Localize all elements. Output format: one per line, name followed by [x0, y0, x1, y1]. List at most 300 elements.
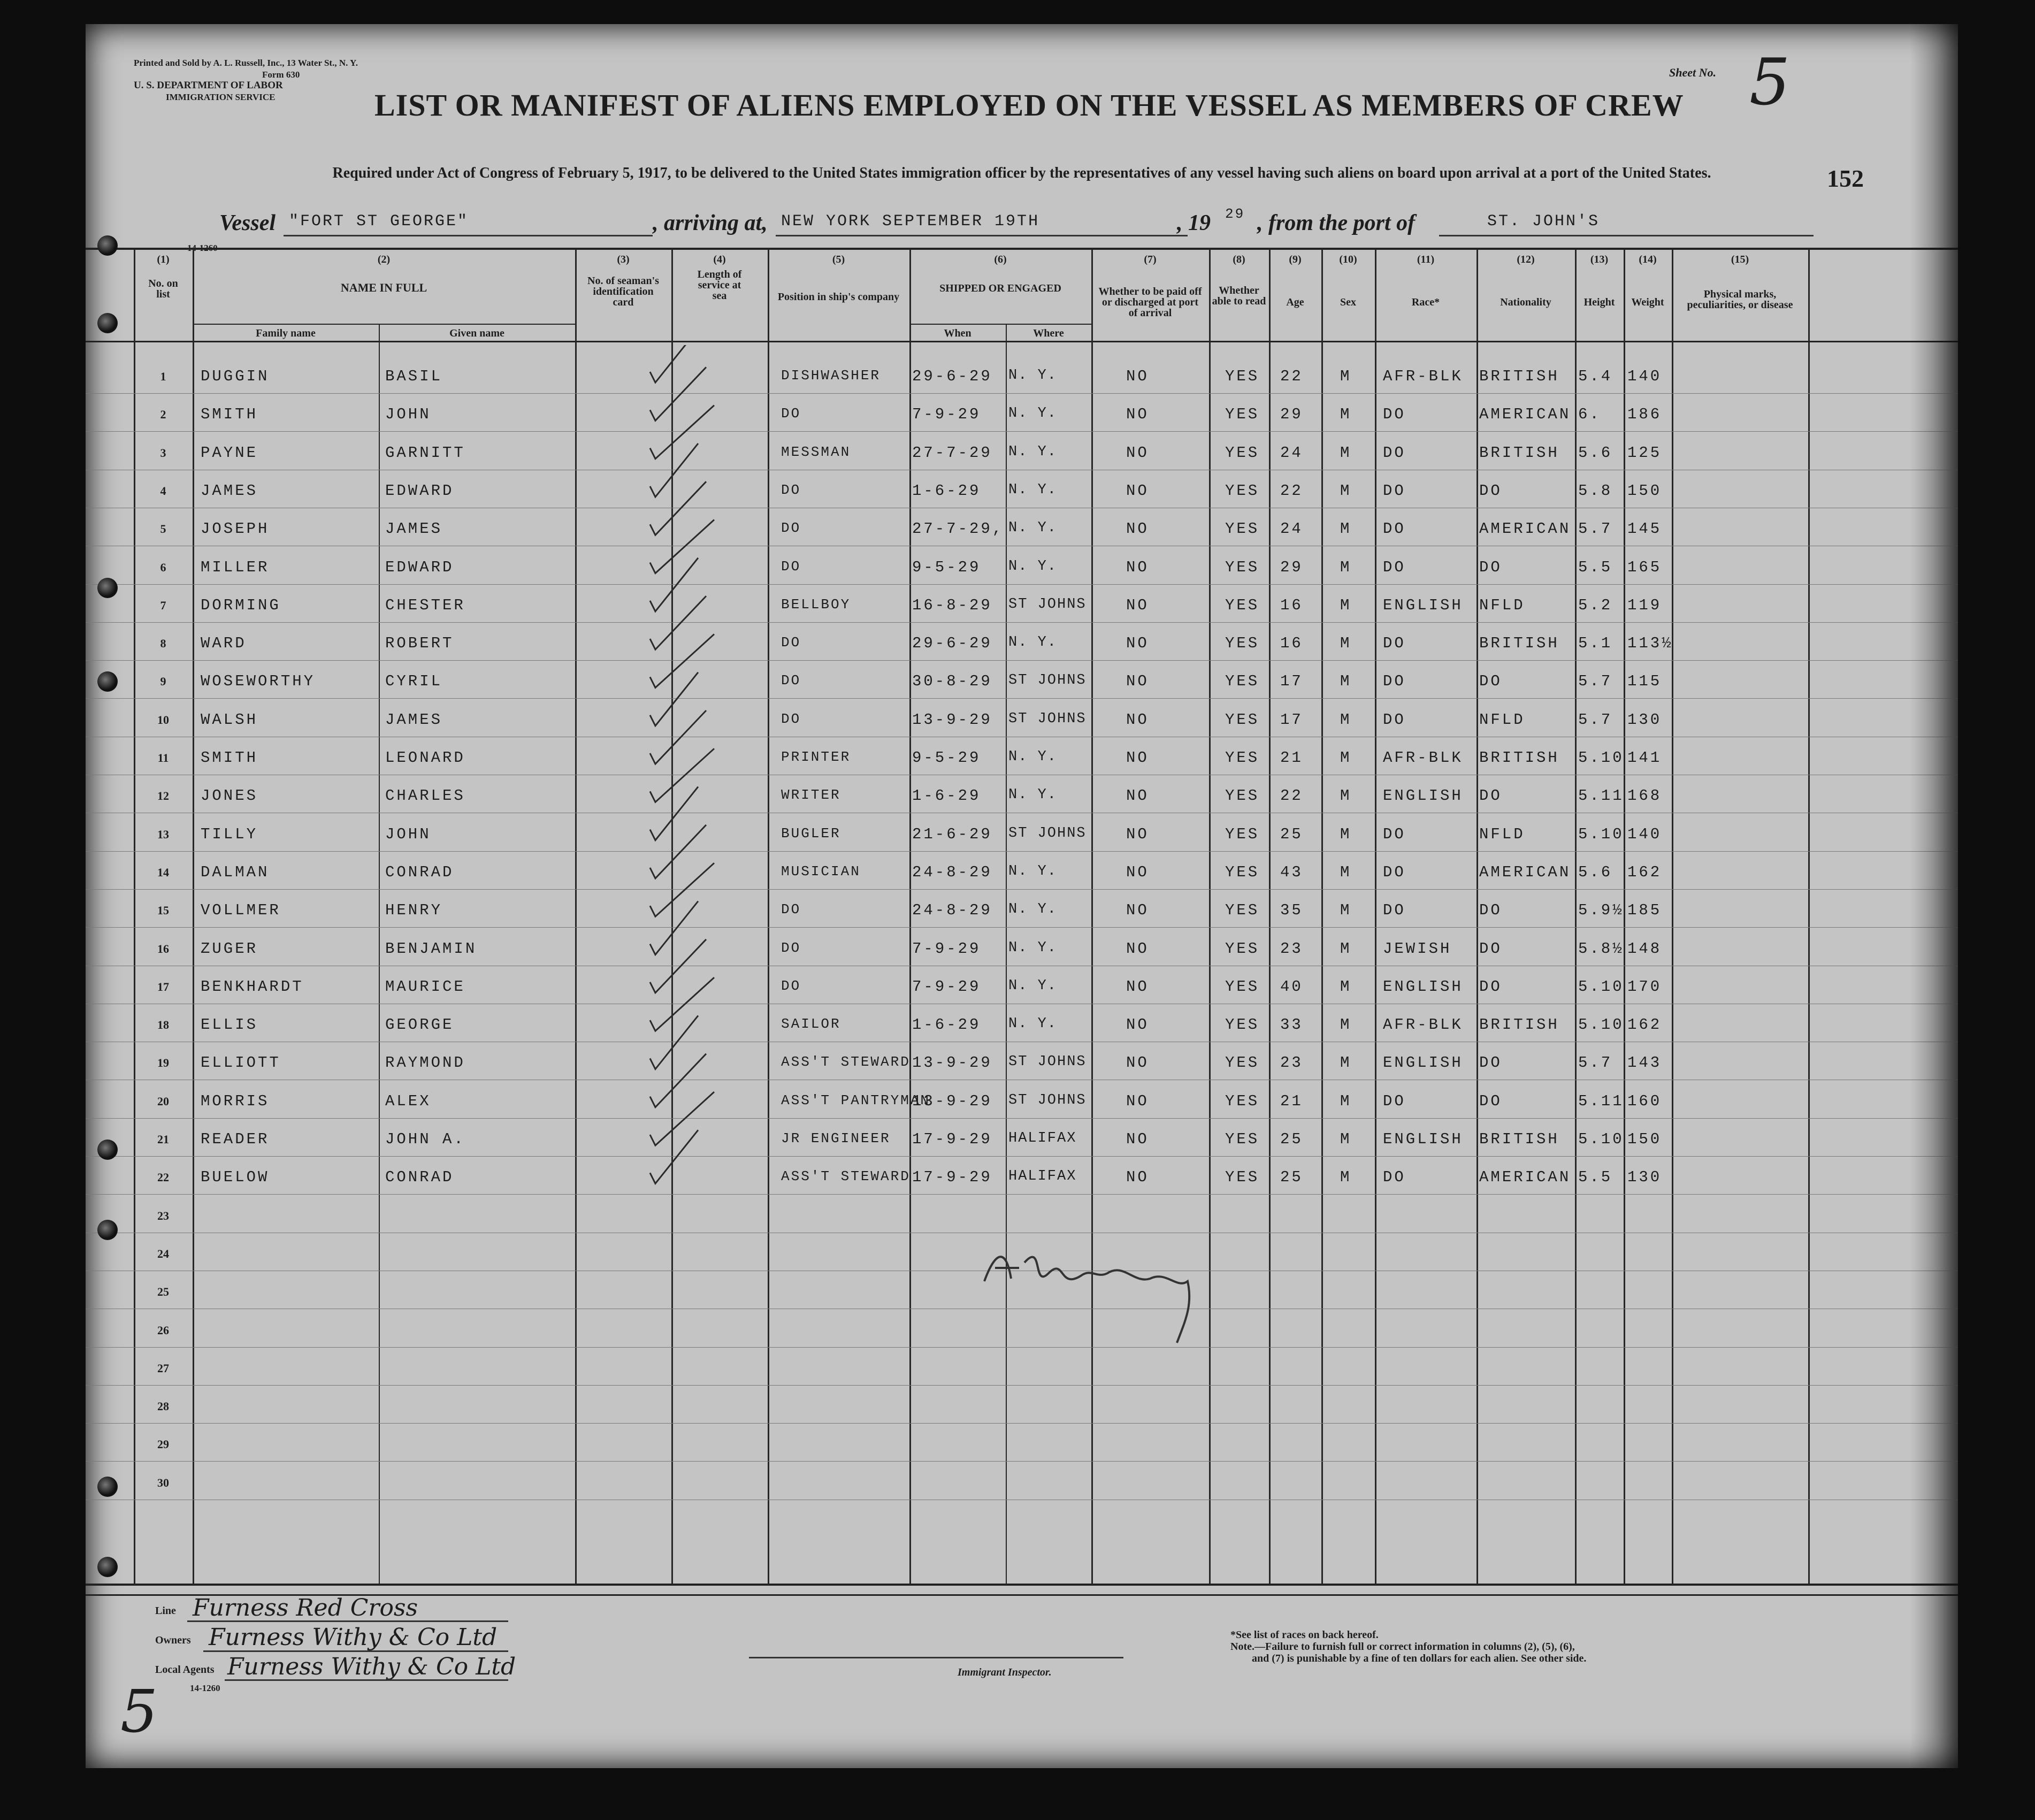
cell-given-name: JOHN [385, 406, 431, 424]
cell-age: 40 [1280, 977, 1303, 996]
cell-weight: 141 [1627, 749, 1662, 767]
cell-shipped-where: N. Y. [1008, 1016, 1058, 1033]
cell-family-name: TILLY [201, 825, 258, 843]
cell-height: 5.10 [1578, 977, 1624, 996]
cell-able-to-read: YES [1225, 710, 1260, 729]
cell-shipped-where: ST JOHNS [1008, 825, 1087, 842]
cell-able-to-read: YES [1225, 749, 1260, 767]
row-rule [86, 851, 1958, 852]
cell-given-name: EDWARD [385, 558, 454, 576]
cell-height: 5.5 [1578, 1168, 1613, 1187]
cell-given-name: JAMES [385, 710, 443, 729]
department-name: U. S. DEPARTMENT OF LABOR [134, 80, 283, 91]
table-bottom-rule [86, 1584, 1958, 1586]
row-number: 23 [157, 1209, 169, 1222]
cell-shipped-when: 13-9-29 [912, 1054, 992, 1072]
cell-family-name: WALSH [201, 710, 258, 729]
col-rule [1269, 249, 1271, 1585]
cell-age: 16 [1280, 596, 1303, 614]
year-suffix: 29 [1225, 206, 1245, 222]
row-number: 28 [157, 1400, 169, 1413]
cell-shipped-when: 16-8-29 [912, 596, 992, 614]
cell-shipped-where: ST JOHNS [1008, 1054, 1087, 1070]
cell-race: DO [1383, 672, 1406, 691]
cell-sex: M [1340, 939, 1352, 958]
manifest-sheet [86, 24, 1958, 1768]
cell-weight: 115 [1627, 672, 1662, 691]
cell-weight: 130 [1627, 1168, 1662, 1187]
cell-race: JEWISH [1383, 939, 1452, 958]
cell-able-to-read: YES [1225, 443, 1260, 462]
cell-height: 5.4 [1578, 368, 1613, 385]
cell-paid-off: NO [1126, 443, 1149, 462]
col-rule [1575, 249, 1577, 1585]
cell-able-to-read: YES [1225, 1092, 1260, 1110]
cell-able-to-read: YES [1225, 520, 1260, 538]
cell-paid-off: NO [1126, 406, 1149, 424]
cell-shipped-where: N. Y. [1008, 634, 1058, 651]
col5-header: Position in ship's company [777, 291, 900, 303]
cell-position: JR ENGINEER [781, 1130, 891, 1146]
cell-paid-off: NO [1126, 596, 1149, 614]
vessel-name: "FORT ST GEORGE" [289, 212, 469, 231]
col8-header: Whether able to read [1212, 285, 1266, 307]
cell-height: 5.7 [1578, 672, 1613, 691]
cell-paid-off: NO [1126, 1092, 1149, 1110]
cell-able-to-read: YES [1225, 1016, 1260, 1034]
year-prefix: , 19 [1177, 211, 1211, 235]
check-mark [650, 977, 714, 1031]
from-port: ST. JOHN'S [1487, 212, 1600, 231]
cell-nationality: AMERICAN [1479, 520, 1571, 538]
printer-line: Printed and Sold by A. L. Russell, Inc., 13 Water St., N. Y. [134, 58, 358, 68]
cell-weight: 140 [1627, 368, 1662, 385]
cell-given-name: JAMES [385, 520, 443, 538]
cell-given-name: JOHN [385, 825, 431, 843]
cell-height: 5.6 [1578, 443, 1613, 462]
row-rule [86, 584, 1958, 585]
cell-height: 5.10 [1578, 1130, 1624, 1148]
cell-shipped-when: 1-6-29 [912, 787, 981, 805]
row-number: 7 [160, 598, 166, 612]
cell-sex: M [1340, 710, 1352, 729]
cell-height: 5.10 [1578, 825, 1624, 843]
cell-weight: 130 [1627, 710, 1662, 729]
cell-given-name: HENRY [385, 901, 443, 920]
cell-race: DO [1383, 710, 1406, 729]
cell-position: DISHWASHER [781, 368, 881, 384]
punch-hole [97, 1557, 118, 1577]
cell-height: 5.7 [1578, 520, 1613, 538]
cell-nationality: DO [1479, 1092, 1502, 1110]
cell-position: DO [781, 406, 801, 422]
row-number: 19 [157, 1056, 169, 1070]
cell-shipped-where: N. Y. [1008, 481, 1058, 498]
inspector-label: Immigrant Inspector. [958, 1666, 1052, 1678]
row-rule [86, 660, 1958, 661]
cell-family-name: DORMING [201, 596, 281, 614]
cell-shipped-where: N. Y. [1008, 749, 1058, 765]
cell-weight: 186 [1627, 406, 1662, 424]
cell-race: DO [1383, 558, 1406, 576]
vessel-underline [284, 234, 653, 236]
cell-given-name: CHESTER [385, 596, 465, 614]
row-number: 29 [157, 1437, 169, 1451]
cell-age: 29 [1280, 406, 1303, 424]
shipped-subheader-rule [909, 324, 1091, 325]
cell-race: DO [1383, 1168, 1406, 1187]
cell-sex: M [1340, 443, 1352, 462]
cell-sex: M [1340, 1168, 1352, 1187]
col6b-header: Where [1033, 327, 1064, 339]
col11-header: Race* [1411, 296, 1440, 308]
cell-nationality: BRITISH [1479, 443, 1559, 462]
cell-sex: M [1340, 749, 1352, 767]
cell-paid-off: NO [1126, 558, 1149, 576]
cell-sex: M [1340, 1016, 1352, 1034]
cell-given-name: ROBERT [385, 634, 454, 653]
row-number: 20 [157, 1094, 169, 1108]
cell-weight: 165 [1627, 558, 1662, 576]
cell-given-name: MAURICE [385, 977, 465, 996]
row-number: 17 [157, 980, 169, 993]
cell-family-name: ELLIS [201, 1016, 258, 1034]
cell-age: 17 [1280, 672, 1303, 691]
cell-age: 25 [1280, 1130, 1303, 1148]
cell-nationality: NFLD [1479, 825, 1525, 843]
cell-given-name: CONRAD [385, 863, 454, 881]
cell-shipped-where: N. Y. [1008, 787, 1058, 804]
cell-given-name: LEONARD [385, 749, 465, 767]
cell-sex: M [1340, 977, 1352, 996]
row-number: 27 [157, 1361, 169, 1375]
cell-height: 5.11 [1578, 787, 1624, 805]
punch-hole [97, 235, 118, 256]
cell-shipped-where: N. Y. [1008, 520, 1058, 537]
cell-age: 35 [1280, 901, 1303, 920]
cell-sex: M [1340, 1130, 1352, 1148]
cell-nationality: DO [1479, 1054, 1502, 1072]
punch-hole [97, 671, 118, 692]
cell-given-name: BASIL [385, 368, 443, 385]
cell-age: 23 [1280, 939, 1303, 958]
cell-family-name: BUELOW [201, 1168, 270, 1187]
cell-family-name: MORRIS [201, 1092, 270, 1110]
cell-race: ENGLISH [1383, 1130, 1463, 1148]
col-rule [1091, 249, 1093, 1585]
cell-sex: M [1340, 1092, 1352, 1110]
page-title: LIST OR MANIFEST OF ALIENS EMPLOYED ON THE VESSEL AS MEMBERS OF CREW [374, 88, 1684, 123]
col4-header: Length of service at sea [697, 269, 742, 302]
col7-number: (7) [1144, 254, 1157, 265]
check-mark [650, 901, 698, 955]
cell-nationality: BRITISH [1479, 749, 1559, 767]
cell-family-name: SMITH [201, 749, 258, 767]
cell-height: 5.11 [1578, 1092, 1624, 1110]
col-rule [379, 324, 380, 1585]
cell-race: DO [1383, 520, 1406, 538]
owners-label: Owners [155, 1634, 191, 1646]
line-underline [187, 1619, 508, 1622]
cell-able-to-read: YES [1225, 596, 1260, 614]
cell-able-to-read: YES [1225, 901, 1260, 920]
col11-number: (11) [1417, 254, 1435, 265]
check-mark [650, 558, 698, 611]
row-rule [86, 1156, 1958, 1157]
cell-race: DO [1383, 443, 1406, 462]
check-mark [650, 1130, 698, 1183]
cell-shipped-when: 30-8-29 [912, 672, 992, 691]
form-code-bottom: 14-1260 [190, 1683, 220, 1693]
cell-family-name: PAYNE [201, 443, 258, 462]
cell-shipped-when: 21-6-29 [912, 825, 992, 843]
line-label: Line [155, 1605, 176, 1617]
agents-underline [225, 1678, 508, 1681]
cell-position: MUSICIAN [781, 863, 861, 880]
cell-sex: M [1340, 787, 1352, 805]
cell-given-name: RAYMOND [385, 1054, 465, 1072]
check-mark [650, 481, 706, 535]
cell-position: ASS'T PANTRYMAN [781, 1092, 931, 1108]
col14-number: (14) [1639, 254, 1657, 265]
row-rule [86, 698, 1958, 699]
cell-position: DO [781, 710, 801, 727]
check-mark [650, 443, 698, 497]
cell-sex: M [1340, 481, 1352, 500]
check-mark [650, 1015, 698, 1069]
cell-position: DO [781, 901, 801, 918]
col15-header: Physical marks, peculiarities, or disease [1687, 288, 1793, 311]
table-top-rule [86, 248, 1958, 250]
cell-race: DO [1383, 481, 1406, 500]
cell-height: 5.9½ [1578, 901, 1624, 920]
cell-family-name: DUGGIN [201, 368, 270, 385]
row-rule [86, 889, 1958, 890]
col-rule [1321, 249, 1323, 1585]
cell-family-name: ELLIOTT [201, 1054, 281, 1072]
cell-age: 33 [1280, 1016, 1303, 1034]
cell-given-name: JOHN A. [385, 1130, 465, 1148]
checkmarks-column [575, 345, 789, 1255]
cell-paid-off: NO [1126, 901, 1149, 920]
cell-able-to-read: YES [1225, 406, 1260, 424]
cell-family-name: WARD [201, 634, 247, 653]
col-rule [909, 249, 911, 1585]
cell-nationality: DO [1479, 939, 1502, 958]
cell-age: 22 [1280, 787, 1303, 805]
row-rule [86, 431, 1958, 432]
cell-paid-off: NO [1126, 481, 1149, 500]
check-mark [650, 787, 698, 840]
cell-shipped-where: ST JOHNS [1008, 1092, 1087, 1108]
row-number: 30 [157, 1475, 169, 1489]
races-note: *See list of races on back hereof. [1230, 1629, 1379, 1641]
cell-race: DO [1383, 863, 1406, 881]
row-number: 6 [160, 560, 166, 574]
cell-family-name: JAMES [201, 481, 258, 500]
sheet-label: Sheet No. [1669, 66, 1716, 79]
cell-weight: 150 [1627, 481, 1662, 500]
col2-number: (2) [377, 254, 391, 265]
col-rule [1808, 249, 1810, 1585]
cell-given-name: CYRIL [385, 672, 443, 691]
cell-position: ASS'T STEWARD [781, 1168, 911, 1185]
row-number: 10 [157, 713, 169, 727]
cell-family-name: READER [201, 1130, 270, 1148]
cell-sex: M [1340, 672, 1352, 691]
service-name: IMMIGRATION SERVICE [166, 92, 276, 102]
page-number: 152 [1827, 165, 1864, 192]
col9-header: Age [1286, 296, 1304, 308]
page-subtitle: Required under Act of Congress of February 5, 1917, to be delivered to the United States immigration officer by the representatives of any vessel having such aliens on board upon arrival at a port of the United States. [332, 165, 1711, 181]
cell-nationality: BRITISH [1479, 1016, 1559, 1034]
inspector-initials-signature [974, 1230, 1214, 1353]
col-rule [1006, 324, 1007, 1585]
cell-sex: M [1340, 1054, 1352, 1072]
cell-given-name: CONRAD [385, 1168, 454, 1187]
cell-shipped-where: HALIFAX [1008, 1130, 1077, 1146]
from-label: , from the port of [1257, 211, 1416, 235]
cell-sex: M [1340, 558, 1352, 576]
cell-race: DO [1383, 1092, 1406, 1110]
row-number: 13 [157, 827, 169, 841]
cell-weight: 119 [1627, 596, 1662, 614]
col15-number: (15) [1731, 254, 1749, 265]
cell-able-to-read: YES [1225, 1054, 1260, 1072]
cell-race: AFR-BLK [1383, 749, 1463, 767]
cell-shipped-where: N. Y. [1008, 863, 1058, 880]
cell-shipped-when: 7-9-29 [912, 406, 981, 424]
cell-able-to-read: YES [1225, 481, 1260, 500]
row-number: 26 [157, 1323, 169, 1337]
cell-weight: 160 [1627, 1092, 1662, 1110]
cell-shipped-where: N. Y. [1008, 977, 1058, 994]
line-value: Furness Red Cross [193, 1594, 418, 1622]
col13-number: (13) [1590, 254, 1609, 265]
col7-header: Whether to be paid off or discharged at port of arrival [1098, 286, 1202, 319]
cell-position: DO [781, 672, 801, 689]
cell-paid-off: NO [1126, 787, 1149, 805]
cell-weight: 185 [1627, 901, 1662, 920]
cell-age: 43 [1280, 863, 1303, 881]
cell-height: 5.8½ [1578, 939, 1624, 958]
cell-height: 5.6 [1578, 863, 1613, 881]
col9-number: (9) [1289, 254, 1302, 265]
arriving-underline [776, 234, 1188, 236]
col12-header: Nationality [1500, 296, 1551, 308]
cell-shipped-when: 29-6-29 [912, 634, 992, 653]
cell-position: BELLBOY [781, 596, 851, 613]
cell-height: 5.8 [1578, 481, 1613, 500]
punch-hole [97, 1140, 118, 1160]
col1-header: No. on list [148, 278, 178, 300]
cell-paid-off: NO [1126, 520, 1149, 538]
cell-shipped-when: 1-6-29 [912, 481, 981, 500]
cell-height: 5.7 [1578, 1054, 1613, 1072]
cell-nationality: BRITISH [1479, 1130, 1559, 1148]
cell-nationality: AMERICAN [1479, 406, 1571, 424]
cell-shipped-where: N. Y. [1008, 939, 1058, 956]
col2a-header: Family name [256, 327, 316, 339]
cell-paid-off: NO [1126, 825, 1149, 843]
sheet-number: 5 [1749, 45, 1791, 120]
col6-header: SHIPPED OR ENGAGED [939, 282, 1061, 294]
cell-nationality: BRITISH [1479, 368, 1559, 385]
cell-age: 23 [1280, 1054, 1303, 1072]
agents-value: Furness Withy & Co Ltd [227, 1653, 516, 1680]
punch-hole [97, 1220, 118, 1240]
cell-position: WRITER [781, 787, 841, 804]
cell-sex: M [1340, 634, 1352, 653]
cell-given-name: GARNITT [385, 443, 465, 462]
cell-race: DO [1383, 634, 1406, 653]
arriving-place: NEW YORK SEPTEMBER 19TH [781, 212, 1040, 231]
cell-shipped-when: 27-7-29, [912, 520, 1004, 538]
cell-nationality: DO [1479, 672, 1502, 691]
cell-age: 16 [1280, 634, 1303, 653]
cell-shipped-when: 24-8-29 [912, 901, 992, 920]
check-mark [650, 596, 706, 649]
cell-paid-off: NO [1126, 1130, 1149, 1148]
row-number: 11 [157, 751, 169, 764]
cell-height: 5.1 [1578, 634, 1613, 653]
cell-paid-off: NO [1126, 977, 1149, 996]
cell-age: 24 [1280, 520, 1303, 538]
col3-header: No. of seaman's identification card [587, 275, 659, 308]
cell-paid-off: NO [1126, 672, 1149, 691]
row-rule [86, 1194, 1958, 1195]
cell-shipped-where: N. Y. [1008, 901, 1058, 918]
col6-number: (6) [994, 254, 1007, 265]
punch-hole [97, 1477, 118, 1497]
cell-nationality: DO [1479, 787, 1502, 805]
check-mark [650, 710, 706, 764]
check-mark [650, 345, 698, 383]
cell-nationality: DO [1479, 977, 1502, 996]
form-number: Form 630 [262, 70, 300, 80]
row-rule [86, 1461, 1958, 1462]
cell-weight: 148 [1627, 939, 1662, 958]
row-rule [86, 622, 1958, 623]
cell-weight: 168 [1627, 787, 1662, 805]
cell-race: DO [1383, 825, 1406, 843]
col-rule [193, 249, 194, 1585]
check-mark [650, 825, 706, 878]
cell-age: 22 [1280, 481, 1303, 500]
row-rule [86, 1118, 1958, 1119]
cell-shipped-when: 7-9-29 [912, 939, 981, 958]
col10-header: Sex [1340, 296, 1356, 308]
cell-race: ENGLISH [1383, 787, 1463, 805]
cell-family-name: BENKHARDT [201, 977, 304, 996]
cell-height: 5.7 [1578, 710, 1613, 729]
check-mark [650, 939, 706, 993]
cell-able-to-read: YES [1225, 634, 1260, 653]
row-number: 5 [160, 522, 166, 536]
col-rule [134, 249, 135, 1585]
col4-number: (4) [713, 254, 726, 265]
row-rule [86, 1423, 1958, 1424]
row-number: 18 [157, 1018, 169, 1032]
cell-height: 5.2 [1578, 596, 1613, 614]
cell-family-name: VOLLMER [201, 901, 281, 920]
cell-weight: 162 [1627, 1016, 1662, 1034]
cell-position: ASS'T STEWARD [781, 1054, 911, 1070]
cell-family-name: JONES [201, 787, 258, 805]
penalty-note: Note.—Failure to furnish full or correct information in columns (2), (5), (6), [1230, 1641, 1575, 1653]
cell-position: DO [781, 977, 801, 994]
cell-paid-off: NO [1126, 368, 1149, 385]
